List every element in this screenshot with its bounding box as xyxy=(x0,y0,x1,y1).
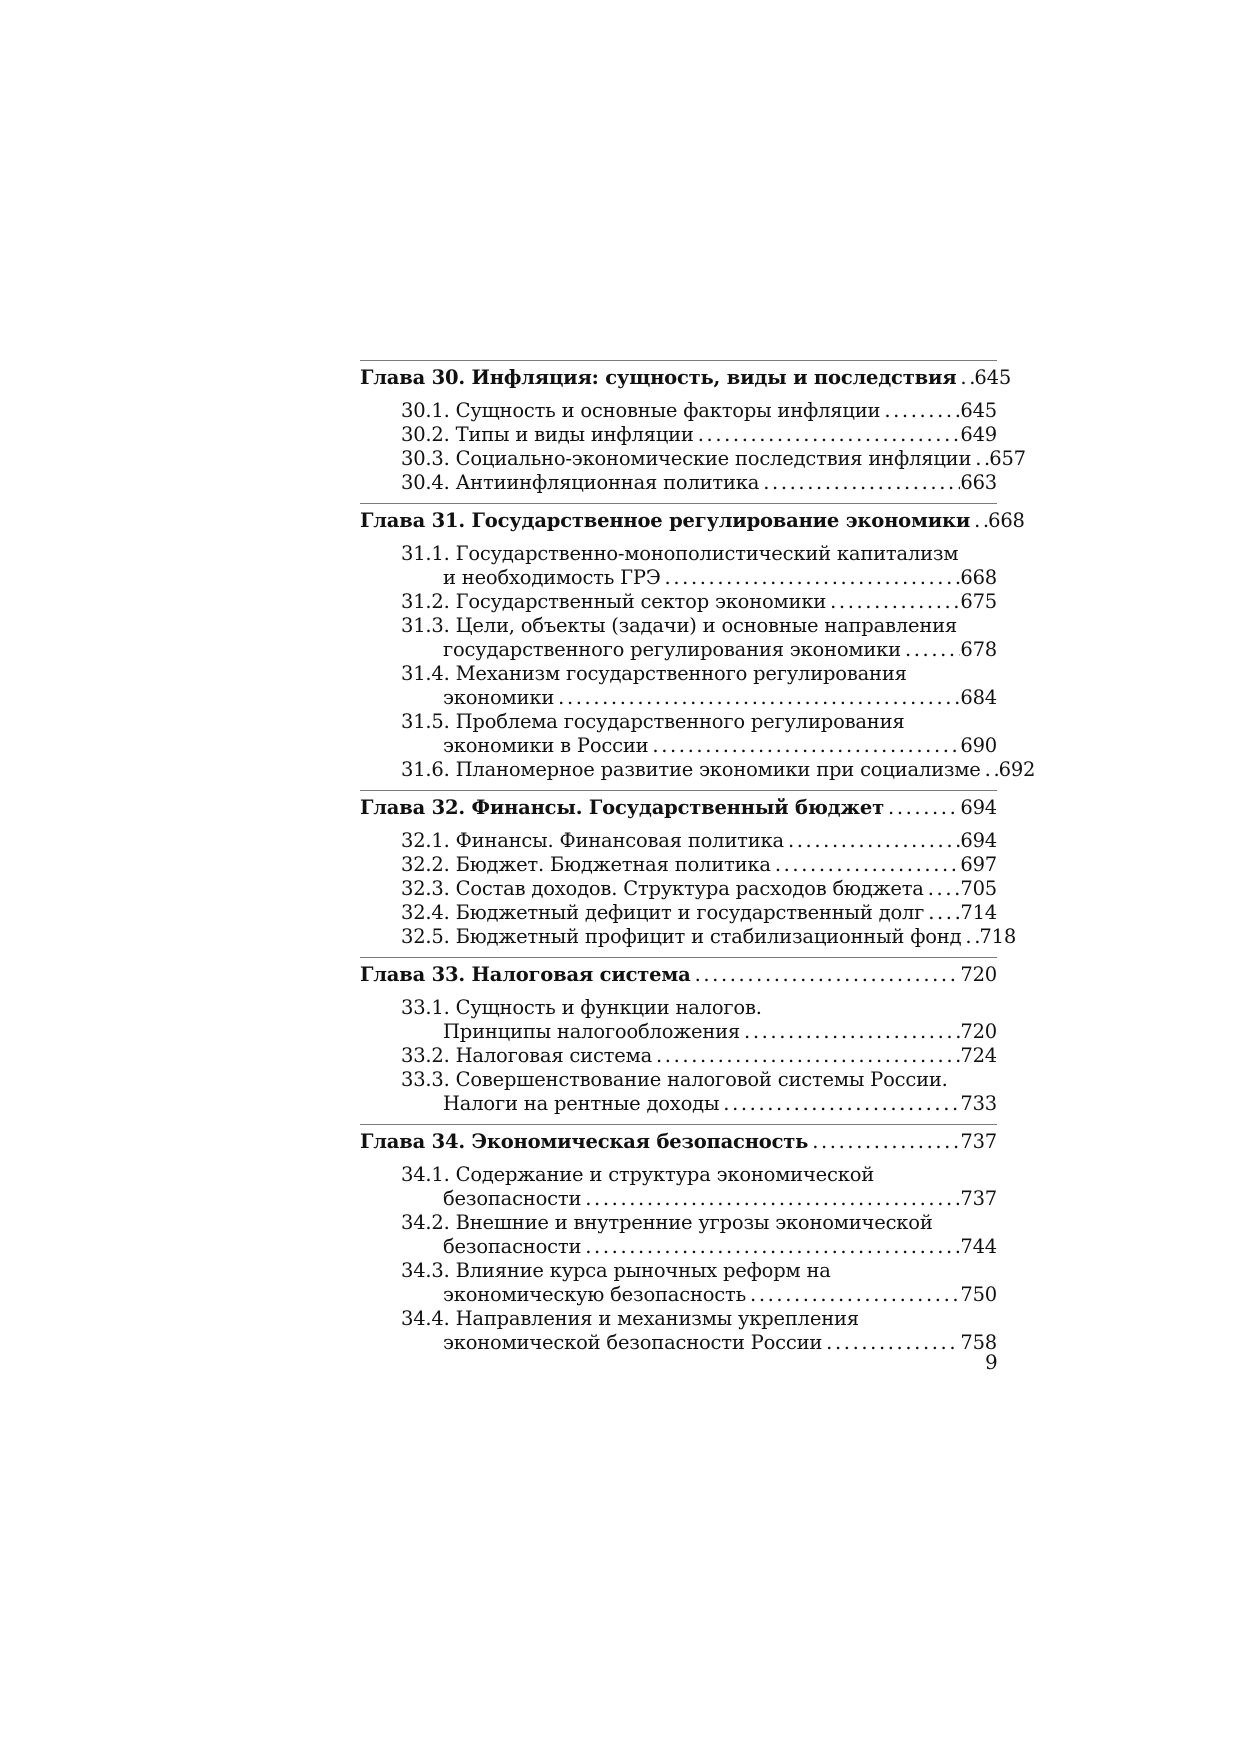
section-title: 30.4. Антиинфляционная политика xyxy=(401,471,760,494)
section-continuation-line xyxy=(360,1020,997,1044)
section-title: 34.1. Содержание и структура экономической xyxy=(401,1163,875,1186)
dot-leader xyxy=(694,423,961,447)
section-page-number: 697 xyxy=(960,853,997,876)
toc-section[interactable] xyxy=(360,662,997,710)
chapter-heading[interactable] xyxy=(360,365,1012,391)
section-line xyxy=(360,925,1017,949)
section-line xyxy=(360,877,997,901)
section-page-number: 657 xyxy=(989,447,1026,470)
section-page-number: 663 xyxy=(960,471,997,494)
section-line xyxy=(360,1044,997,1068)
section-page-number: 692 xyxy=(998,758,1036,781)
section-page-number: 744 xyxy=(960,1235,997,1258)
dot-leader xyxy=(884,795,960,821)
section-title: 33.3. Совершенствование налоговой системы России. xyxy=(401,1068,948,1091)
section-page-number: 694 xyxy=(960,829,997,852)
section-title: 31.3. Цели, объекты (задачи) и основные направления xyxy=(401,614,958,637)
section-line xyxy=(360,758,1036,782)
section-title: 34.4. Направления и механизмы укрепления xyxy=(401,1307,859,1330)
section-page-number: 750 xyxy=(960,1283,997,1306)
toc-section[interactable] xyxy=(360,1163,997,1211)
dot-leader xyxy=(924,877,961,901)
section-page-number: 720 xyxy=(960,1020,997,1043)
section-continuation-line xyxy=(360,1187,997,1211)
section-title: 31.1. Государственно-монополистический капитализм xyxy=(401,542,959,565)
section-title: 32.1. Финансы. Финансовая политика xyxy=(401,829,784,852)
dot-leader xyxy=(554,686,960,710)
toc-section[interactable] xyxy=(360,1068,997,1116)
toc-section[interactable] xyxy=(360,996,997,1044)
section-line xyxy=(360,1163,997,1187)
chapter-page-number: 694 xyxy=(960,796,997,819)
section-line xyxy=(360,996,997,1020)
section-title: и необходимость ГРЭ xyxy=(443,566,661,589)
section-line xyxy=(360,901,997,925)
page-number: 9 xyxy=(985,1350,998,1374)
dot-leader xyxy=(808,1129,960,1155)
section-page-number: 724 xyxy=(960,1044,997,1067)
section-line xyxy=(360,1259,997,1283)
dot-leader xyxy=(784,829,960,853)
dot-leader xyxy=(981,758,999,782)
chapter-heading[interactable] xyxy=(360,795,997,821)
section-line xyxy=(360,471,997,495)
section-page-number: 714 xyxy=(960,901,997,924)
section-title: экономическую безопасность xyxy=(443,1283,747,1306)
section-line xyxy=(360,662,997,686)
section-title: 31.6. Планомерное развитие экономики при социализме xyxy=(401,758,981,781)
section-continuation-line xyxy=(360,1092,997,1116)
chapter-title: Глава 32. Финансы. Государственный бюджет xyxy=(360,796,885,819)
dot-leader xyxy=(691,962,961,988)
section-title: экономики xyxy=(443,686,555,709)
dot-leader xyxy=(648,734,960,758)
toc-section[interactable] xyxy=(360,1307,997,1355)
section-page-number: 737 xyxy=(960,1187,997,1210)
toc-section[interactable] xyxy=(360,399,997,423)
section-title: экономики в России xyxy=(443,734,649,757)
toc-section[interactable] xyxy=(360,829,997,853)
section-title: Принципы налогообложения xyxy=(443,1020,741,1043)
section-line xyxy=(360,829,997,853)
section-line xyxy=(360,447,1026,471)
chapter-page-number: 737 xyxy=(960,1130,997,1153)
toc-section[interactable] xyxy=(360,1259,997,1307)
section-page-number: 733 xyxy=(960,1092,997,1115)
section-title: 30.3. Социально-экономические последствия инфляции xyxy=(401,447,972,470)
toc-section[interactable] xyxy=(360,1211,997,1259)
dot-leader xyxy=(970,508,988,534)
toc-section[interactable] xyxy=(360,423,997,447)
table-of-contents xyxy=(360,360,1036,1363)
section-page-number: 705 xyxy=(960,877,997,900)
toc-section[interactable] xyxy=(360,901,997,925)
section-continuation-line xyxy=(360,1235,997,1259)
section-title: 32.3. Состав доходов. Структура расходов бюджета xyxy=(401,877,924,900)
section-title: 34.3. Влияние курса рыночных реформ на xyxy=(401,1259,831,1282)
dot-leader xyxy=(971,447,989,471)
dot-leader xyxy=(719,1092,960,1116)
section-title: 31.2. Государственный сектор экономики xyxy=(401,590,827,613)
section-title: 32.2. Бюджет. Бюджетная политика xyxy=(401,853,771,876)
section-title: государственного регулирования экономики xyxy=(443,638,901,661)
toc-section[interactable] xyxy=(360,447,1026,471)
section-page-number: 758 xyxy=(960,1331,997,1354)
toc-section[interactable] xyxy=(360,853,997,877)
toc-section[interactable] xyxy=(360,877,997,901)
toc-section[interactable] xyxy=(360,614,997,662)
section-title: 30.2. Типы и виды инфляции xyxy=(401,423,694,446)
dot-leader xyxy=(961,925,979,949)
section-line xyxy=(360,710,997,734)
section-line xyxy=(360,423,997,447)
toc-chapter xyxy=(360,360,1026,495)
section-title: экономической безопасности России xyxy=(443,1331,823,1354)
section-line xyxy=(360,590,997,614)
section-title: 34.2. Внешние и внутренние угрозы экономической xyxy=(401,1211,933,1234)
toc-chapter xyxy=(360,1124,997,1355)
section-title: 32.5. Бюджетный профицит и стабилизационный фонд xyxy=(401,925,962,948)
section-continuation-line xyxy=(360,1331,997,1355)
section-page-number: 649 xyxy=(960,423,997,446)
section-line xyxy=(360,542,997,566)
toc-section[interactable] xyxy=(360,590,997,614)
section-title: 31.4. Механизм государственного регулирования xyxy=(401,662,907,685)
section-line xyxy=(360,1068,997,1092)
toc-section[interactable] xyxy=(360,1044,997,1068)
chapter-heading[interactable] xyxy=(360,1129,997,1155)
toc-section[interactable] xyxy=(360,542,997,590)
section-page-number: 678 xyxy=(960,638,997,661)
toc-section[interactable] xyxy=(360,471,997,495)
chapter-page-number: 720 xyxy=(960,963,997,986)
section-line xyxy=(360,614,997,638)
dot-leader xyxy=(771,853,961,877)
dot-leader xyxy=(746,1283,960,1307)
section-title: безопасности xyxy=(443,1187,582,1210)
dot-leader xyxy=(581,1235,960,1259)
chapter-heading[interactable] xyxy=(360,508,1025,534)
section-line xyxy=(360,853,997,877)
dot-leader xyxy=(581,1187,960,1211)
section-line xyxy=(360,399,997,423)
chapter-title: Глава 31. Государственное регулирование экономики xyxy=(360,509,971,532)
toc-chapter xyxy=(360,790,1017,949)
toc-chapter xyxy=(360,957,997,1116)
chapter-heading[interactable] xyxy=(360,962,997,988)
toc-section[interactable] xyxy=(360,758,1036,782)
toc-chapter xyxy=(360,503,1036,782)
chapter-title: Глава 33. Налоговая система xyxy=(360,963,691,986)
section-page-number: 668 xyxy=(960,566,997,589)
chapter-title: Глава 30. Инфляция: сущность, виды и последствия xyxy=(360,366,957,389)
section-continuation-line xyxy=(360,734,997,758)
section-page-number: 690 xyxy=(960,734,997,757)
dot-leader xyxy=(759,471,960,495)
section-continuation-line xyxy=(360,638,997,662)
dot-leader xyxy=(822,1331,960,1355)
section-title: 32.4. Бюджетный дефицит и государственный долг xyxy=(401,901,925,924)
section-continuation-line xyxy=(360,1283,997,1307)
section-page-number: 718 xyxy=(979,925,1017,948)
toc-section[interactable] xyxy=(360,925,1017,949)
toc-section[interactable] xyxy=(360,710,997,758)
section-title: Налоги на рентные доходы xyxy=(443,1092,720,1115)
section-title: 33.1. Сущность и функции налогов. xyxy=(401,996,762,1019)
section-continuation-line xyxy=(360,686,997,710)
section-line xyxy=(360,1307,997,1331)
dot-leader xyxy=(661,566,961,590)
chapter-page-number: 668 xyxy=(988,509,1025,532)
section-page-number: 675 xyxy=(960,590,997,613)
dot-leader xyxy=(826,590,960,614)
section-title: 30.1. Сущность и основные факторы инфляции xyxy=(401,399,881,422)
section-title: безопасности xyxy=(443,1235,582,1258)
chapter-page-number: 645 xyxy=(974,366,1012,389)
section-title: 33.2. Налоговая система xyxy=(401,1044,652,1067)
dot-leader xyxy=(924,901,960,925)
section-continuation-line xyxy=(360,566,997,590)
dot-leader xyxy=(956,365,974,391)
section-line xyxy=(360,1211,997,1235)
dot-leader xyxy=(901,638,960,662)
section-title: 31.5. Проблема государственного регулирования xyxy=(401,710,905,733)
dot-leader xyxy=(880,399,960,423)
dot-leader xyxy=(652,1044,960,1068)
dot-leader xyxy=(740,1020,960,1044)
section-page-number: 684 xyxy=(960,686,997,709)
section-page-number: 645 xyxy=(960,399,997,422)
chapter-title: Глава 34. Экономическая безопасность xyxy=(360,1130,809,1153)
